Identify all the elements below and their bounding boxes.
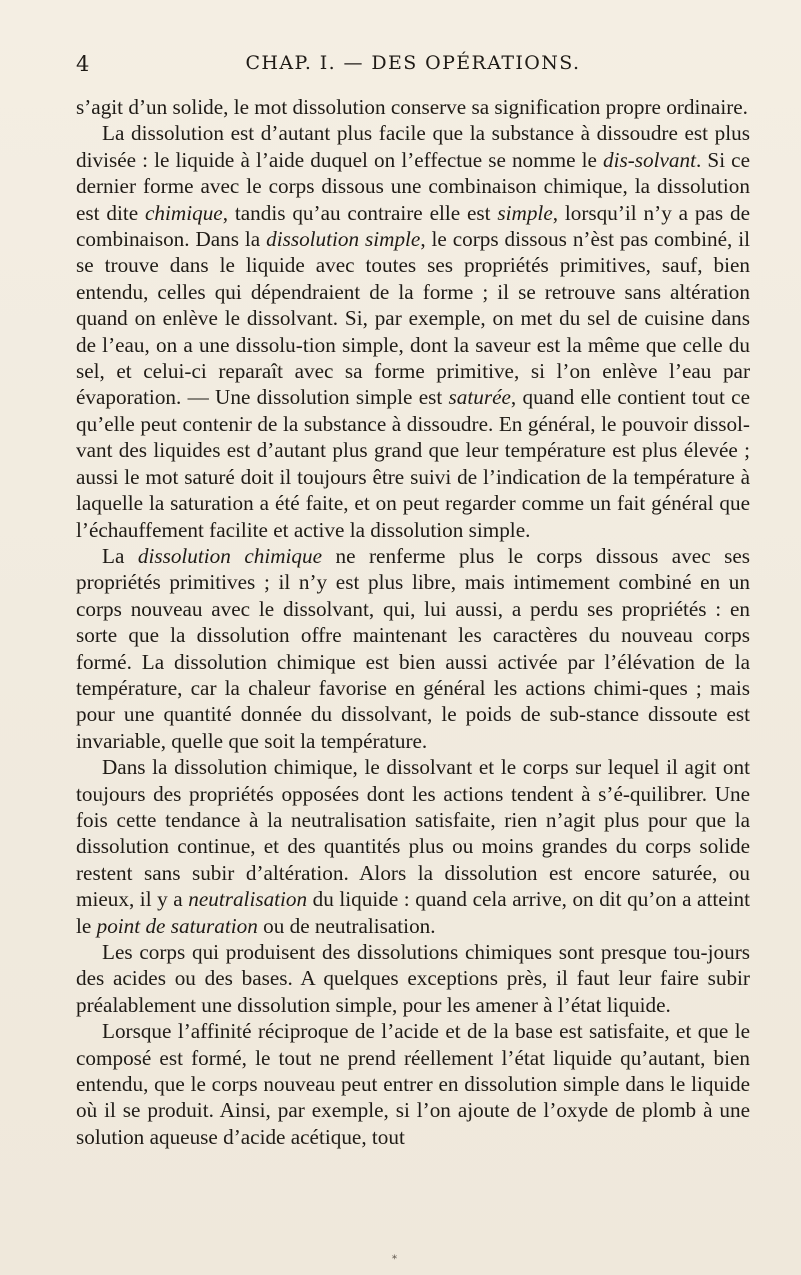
text-run: , le corps dissous n’èst pas combiné, il se trouve dans le liquide avec toutes ses propriétés primitives, sauf, bien entendu, celles qui dépendraient de la forme ; il se retrouve sans altération quand on enlève le dissolvant. Si, par exemple, on met du sel de cuisine dans de l’eau, on a une dissolu-tion simple, dont la saveur est la même que celle du sel, et celui-ci reparaît avec sa forme primitive, si l’on enlève l’eau par évaporation. — Une dissolution simple est [76,227,750,410]
running-title: CHAP. I. — DES OPÉRATIONS. [245,52,581,74]
paragraph [76,94,750,120]
italic-term: saturée [448,385,511,410]
body-text [76,94,750,1150]
text-run: Les corps qui produisent des dissolutions chimiques sont presque tou-jours des acides ou des bases. A quelques exceptions près, il faut leur faire subir préalablement une dissolution simple, pour les amener à l’état liquide. [76,940,750,1017]
paragraph [76,543,750,754]
italic-term: dis-solvant [603,147,697,172]
text-run: du liquide : quand cela arrive, on dit qu’on a atteint le [76,887,750,938]
text-run: Lorsque l’affinité réciproque de l’acide et de la base est satisfaite, et que le composé est formé, le tout ne prend réellement l’état liquide qu’autant, bien entendu, que le corps nouveau peut entrer en dissolution simple dans le liquide où il se produit. Ainsi, par exemple, si l’on ajoute de l’oxyde de plomb à une solution aqueuse d’acide acétique, tout [76,1019,750,1149]
italic-term: simple [497,200,553,225]
text-run: Dans la dissolution chimique, le dissolvant et le corps sur lequel il agit ont toujours des propriétés opposées dont les actions tendent à s’é-quilibrer. Une fois cette tendance à la neutralisation satisfaite, rien n’agit plus pour que la dissolution continue, et des quantités plus ou moins grandes du corps solide restent sans subir d’altération. Alors la dissolution est encore saturée, ou mieux, il y a [76,755,750,912]
italic-term: neutralisation [188,887,308,912]
page-number: 4 [76,52,90,76]
footer-mark: * [392,1254,397,1265]
page-header [76,52,750,80]
paragraph [76,754,750,939]
text-run: La dissolution est d’autant plus facile que la substance à dissoudre est plus divisée : le liquide à l’aide duquel on l’effectue se nomme le [76,121,750,172]
italic-term: dissolution simple [266,227,421,252]
text-run: ne renferme plus le corps dissous avec ses propriétés primitives ; il n’y est plus libre, mais intimement combiné en un corps nouveau avec le dissolvant, qui, lui aussi, a perdu ses propriétés : en sorte que la dissolution offre maintenant les caractères du nouveau corps formé. La dissolution chimique est bien aussi activée par l’élévation de la température, car la chaleur favorise en général les actions chimi-ques ; mais pour une quantité donnée du dissolvant, le poids de sub-stance dissoute est invariable, quelle que soit la température. [76,543,750,753]
text-run: ou de neutralisation. [257,913,436,938]
paragraph [76,939,750,1018]
text-run: s’agit d’un solide, le mot dissolution conserve sa signification propre ordinaire. [76,95,748,119]
text-run: . Si ce dernier forme avec le corps dissous une combinaison chimique, la dissolution est dite [76,147,750,225]
italic-term: chimique [145,200,223,225]
paragraph [76,120,750,543]
italic-term: point de saturation [96,913,258,938]
text-run: , tandis qu’au contraire elle est [222,200,498,225]
text-run: , quand elle contient tout ce qu’elle peut contenir de la substance à dissoudre. En général, le pouvoir dissol-vant des liquides est d’autant plus grand que leur température est plus élevée ; aussi le mot saturé doit il toujours être suivi de l’indication de la température à laquelle la saturation a été faite, et on peut regarder comme un fait général que l’échauffement facilite et active la dissolution simple. [76,385,750,542]
text-run: La [102,543,138,568]
paragraph [76,1018,750,1150]
text-run: , lorsqu’il n’y a pas de combinaison. Dans la [76,200,751,252]
italic-term: dissolution chimique [137,543,323,568]
